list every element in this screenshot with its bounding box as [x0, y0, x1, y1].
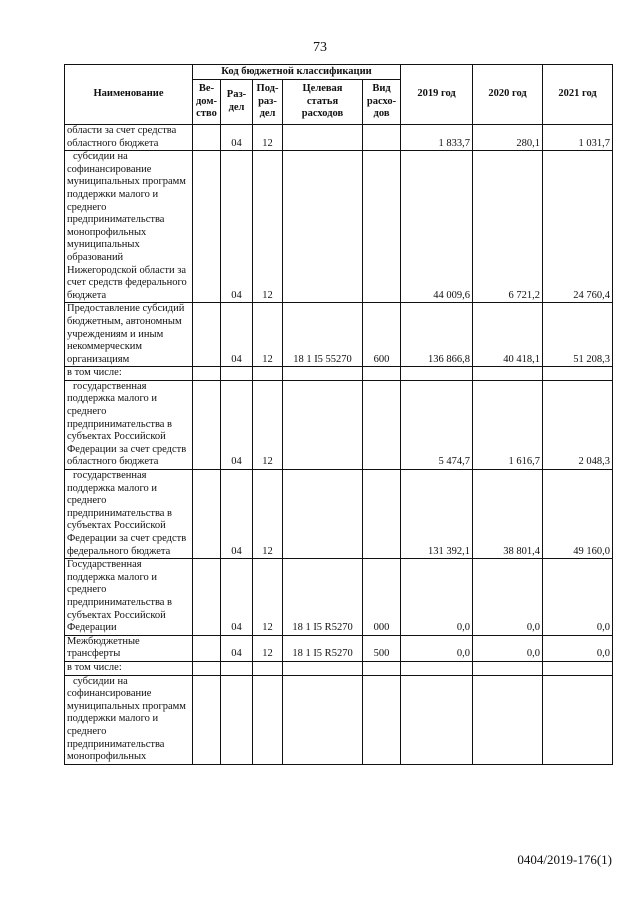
row-value-2019: 5 474,7 [401, 380, 473, 469]
row-name: Государственная поддержка малого и среднего предпринимательства в субъектах Российской Федерации [65, 559, 193, 636]
row-value-2021 [543, 675, 613, 764]
row-value-2019: 1 833,7 [401, 125, 473, 151]
row-name: Межбюджетные трансферты [65, 635, 193, 661]
row-name: Предоставление субсидий бюджетным, автономным учреждениям и иным некоммерческим организациям [65, 303, 193, 367]
row-vedomstvo [193, 675, 221, 764]
row-vedomstvo [193, 125, 221, 151]
row-value-2020: 40 418,1 [473, 303, 543, 367]
table-row [65, 559, 613, 636]
row-razdel: 04 [221, 151, 253, 303]
row-name: в том числе: [65, 661, 193, 675]
row-value-2021: 51 208,3 [543, 303, 613, 367]
row-expense-type [363, 470, 401, 559]
row-target-article [283, 151, 363, 303]
row-podrazdel: 12 [253, 470, 283, 559]
row-value-2020: 0,0 [473, 635, 543, 661]
row-expense-type: 000 [363, 559, 401, 636]
page-number: 73 [313, 40, 327, 55]
row-vedomstvo [193, 661, 221, 675]
header-podrazdel: Под- раз- дел [253, 80, 283, 125]
row-value-2021: 2 048,3 [543, 380, 613, 469]
row-target-article: 18 1 I5 R5270 [283, 635, 363, 661]
row-value-2021: 1 031,7 [543, 125, 613, 151]
row-value-2019: 44 009,6 [401, 151, 473, 303]
row-name: субсидии на софинансирование муниципальных программ поддержки малого и среднего предпринимательства монопрофильных муниципальных образований Нижегородской области за счет средств федерального бюджета [65, 151, 193, 303]
row-value-2019: 0,0 [401, 559, 473, 636]
header-2021: 2021 год [543, 65, 613, 125]
row-expense-type [363, 675, 401, 764]
row-value-2019: 0,0 [401, 635, 473, 661]
row-value-2019 [401, 675, 473, 764]
row-value-2021 [543, 367, 613, 381]
row-name: государственная поддержка малого и среднего предпринимательства в субъектах Российской Федерации за счет средств областного бюджета [65, 380, 193, 469]
header-2020: 2020 год [473, 65, 543, 125]
row-value-2019: 131 392,1 [401, 470, 473, 559]
row-value-2019: 136 866,8 [401, 303, 473, 367]
row-razdel: 04 [221, 559, 253, 636]
row-razdel: 04 [221, 380, 253, 469]
row-razdel [221, 661, 253, 675]
row-value-2020: 1 616,7 [473, 380, 543, 469]
budget-table [64, 64, 613, 765]
row-target-article: 18 1 I5 R5270 [283, 559, 363, 636]
row-value-2020: 280,1 [473, 125, 543, 151]
table-row [65, 151, 613, 303]
row-vedomstvo [193, 303, 221, 367]
table-row [65, 470, 613, 559]
row-value-2021: 0,0 [543, 559, 613, 636]
row-target-article: 18 1 I5 55270 [283, 303, 363, 367]
row-expense-type [363, 151, 401, 303]
header-razdel: Раз- дел [221, 80, 253, 125]
header-2019: 2019 год [401, 65, 473, 125]
row-expense-type: 500 [363, 635, 401, 661]
table-row [65, 635, 613, 661]
row-target-article [283, 661, 363, 675]
document-code: 0404/2019-176(1) [517, 852, 612, 867]
header-vedomstvo: Ве- дом- ство [193, 80, 221, 125]
table-row [65, 661, 613, 675]
table-row [65, 380, 613, 469]
row-vedomstvo [193, 559, 221, 636]
row-name: области за счет средства областного бюджета [65, 125, 193, 151]
row-value-2020: 0,0 [473, 559, 543, 636]
row-target-article [283, 380, 363, 469]
row-value-2019 [401, 367, 473, 381]
row-value-2021: 49 160,0 [543, 470, 613, 559]
row-value-2020 [473, 675, 543, 764]
row-value-2020 [473, 367, 543, 381]
row-razdel: 04 [221, 303, 253, 367]
row-razdel [221, 367, 253, 381]
header-row-group [65, 65, 613, 80]
row-value-2020 [473, 661, 543, 675]
table-row [65, 367, 613, 381]
row-razdel [221, 675, 253, 764]
row-value-2020: 6 721,2 [473, 151, 543, 303]
row-vedomstvo [193, 367, 221, 381]
row-vedomstvo [193, 380, 221, 469]
row-razdel: 04 [221, 125, 253, 151]
row-value-2021: 24 760,4 [543, 151, 613, 303]
row-value-2020: 38 801,4 [473, 470, 543, 559]
row-expense-type [363, 380, 401, 469]
row-razdel: 04 [221, 470, 253, 559]
row-name: субсидии на софинансирование муниципальных программ поддержки малого и среднего предпринимательства монопрофильных [65, 675, 193, 764]
row-podrazdel: 12 [253, 559, 283, 636]
row-vedomstvo [193, 151, 221, 303]
table-row [65, 675, 613, 764]
row-target-article [283, 125, 363, 151]
table-row [65, 303, 613, 367]
row-value-2019 [401, 661, 473, 675]
row-target-article [283, 367, 363, 381]
row-expense-type [363, 367, 401, 381]
row-podrazdel: 12 [253, 125, 283, 151]
row-target-article [283, 470, 363, 559]
header-expense-type: Вид расхо- дов [363, 80, 401, 125]
header-code-group: Код бюджетной классификации [193, 65, 401, 80]
row-podrazdel: 12 [253, 151, 283, 303]
row-podrazdel: 12 [253, 635, 283, 661]
row-expense-type [363, 125, 401, 151]
budget-table-container [64, 64, 612, 765]
row-name: государственная поддержка малого и среднего предпринимательства в субъектах Российской Федерации за счет средств федерального бюджета [65, 470, 193, 559]
row-target-article [283, 675, 363, 764]
row-podrazdel [253, 675, 283, 764]
header-name: Наименование [65, 65, 193, 125]
row-podrazdel [253, 661, 283, 675]
row-podrazdel: 12 [253, 303, 283, 367]
row-value-2021: 0,0 [543, 635, 613, 661]
row-podrazdel [253, 367, 283, 381]
row-expense-type: 600 [363, 303, 401, 367]
row-podrazdel: 12 [253, 380, 283, 469]
row-expense-type [363, 661, 401, 675]
header-target-article: Целевая статья расходов [283, 80, 363, 125]
row-vedomstvo [193, 635, 221, 661]
row-value-2021 [543, 661, 613, 675]
row-razdel: 04 [221, 635, 253, 661]
table-row [65, 125, 613, 151]
row-name: в том числе: [65, 367, 193, 381]
row-vedomstvo [193, 470, 221, 559]
